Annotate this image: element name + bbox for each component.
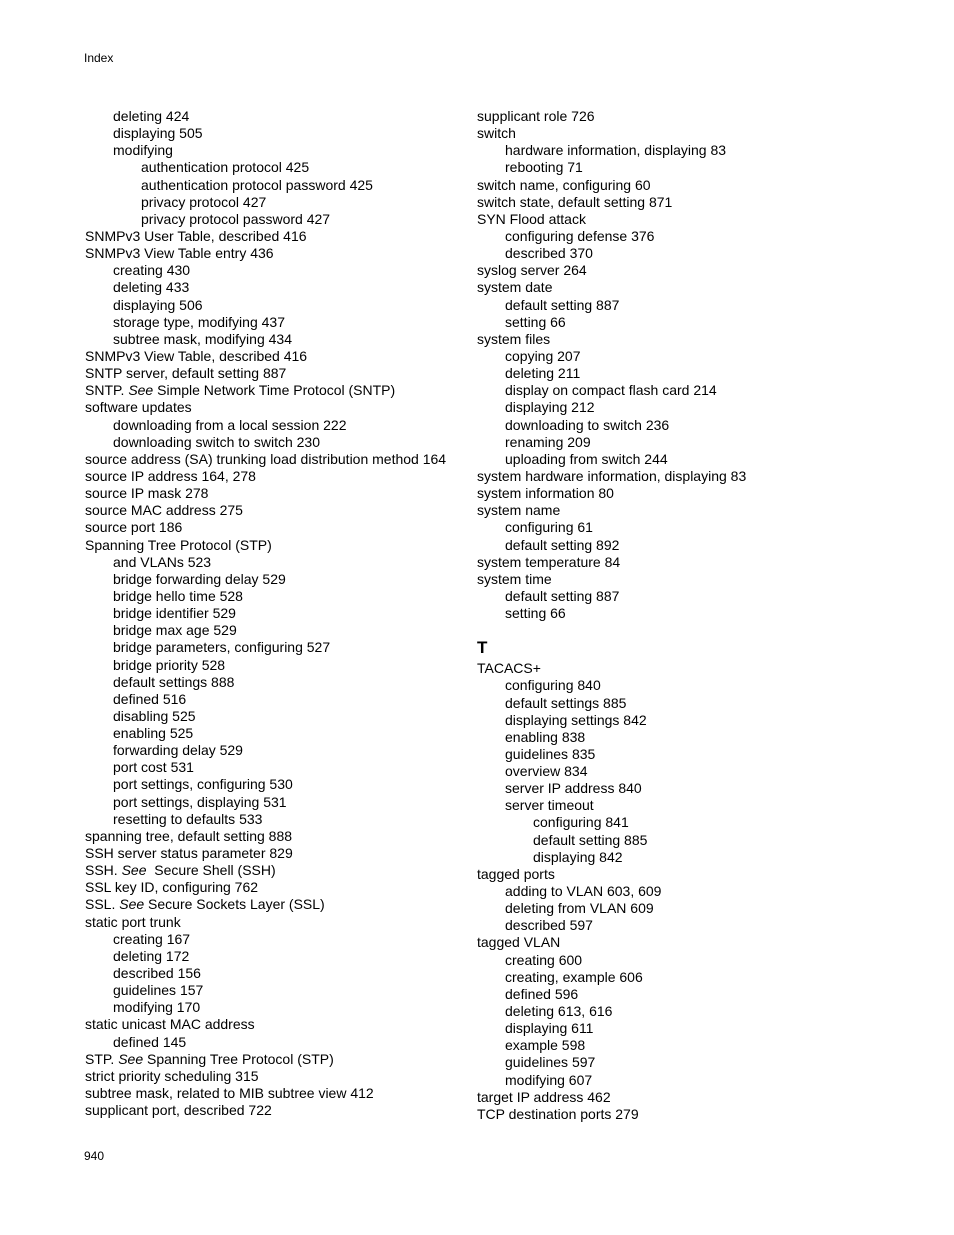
index-subentry: copying 207 bbox=[505, 347, 581, 364]
index-subentry: configuring 840 bbox=[505, 677, 601, 694]
index-entry: subtree mask, related to MIB subtree view 412 bbox=[85, 1085, 374, 1102]
index-subentry: and VLANs 523 bbox=[113, 553, 212, 570]
index-entry: SNMPv3 View Table entry 436 bbox=[85, 245, 274, 262]
index-subentry: bridge priority 528 bbox=[113, 656, 226, 673]
page-number: 940 bbox=[84, 1149, 105, 1163]
index-subentry: default setting 892 bbox=[505, 536, 620, 553]
index-subentry: port cost 531 bbox=[113, 759, 194, 776]
index-entry: syslog server 264 bbox=[477, 262, 587, 279]
index-entry: system name bbox=[477, 502, 561, 519]
index-subentry: modifying bbox=[113, 142, 173, 159]
index-entry bbox=[85, 862, 505, 879]
index-subentry: defined 516 bbox=[113, 690, 187, 707]
index-subentry: bridge identifier 529 bbox=[113, 605, 236, 622]
index-subentry: bridge forwarding delay 529 bbox=[113, 570, 286, 587]
index-entry: system temperature 84 bbox=[477, 553, 621, 570]
index-subentry: downloading switch to switch 230 bbox=[113, 433, 321, 450]
index-subentry: deleting from VLAN 609 bbox=[505, 900, 654, 917]
index-subentry: server timeout bbox=[505, 797, 594, 814]
index-entry: SSL key ID, configuring 762 bbox=[85, 879, 259, 896]
index-entry: switch bbox=[477, 125, 516, 142]
index-subentry: default settings 888 bbox=[113, 673, 235, 690]
entry-term: STP. bbox=[85, 1050, 119, 1067]
index-subentry: displaying 842 bbox=[533, 848, 623, 865]
index-subentry: configuring 61 bbox=[505, 519, 593, 536]
index-entry: SNMPv3 View Table, described 416 bbox=[85, 347, 308, 364]
index-subentry: modifying 607 bbox=[505, 1071, 593, 1088]
index-subentry: server IP address 840 bbox=[505, 780, 642, 797]
see-target: Simple Network Time Protocol (SNTP) bbox=[153, 382, 396, 399]
index-subentry: privacy protocol 427 bbox=[141, 193, 267, 210]
index-subentry: deleting 211 bbox=[505, 365, 581, 382]
index-subentry: example 598 bbox=[505, 1037, 586, 1054]
index-subentry: deleting 424 bbox=[113, 108, 190, 124]
index-subentry: default setting 887 bbox=[505, 296, 620, 313]
index-entry bbox=[85, 1051, 505, 1068]
index-subentry: configuring defense 376 bbox=[505, 227, 655, 244]
index-subentry: deleting 433 bbox=[113, 279, 190, 296]
index-entry: switch name, configuring 60 bbox=[477, 176, 651, 193]
index-entry: tagged ports bbox=[477, 865, 555, 882]
index-entry: SNTP server, default setting 887 bbox=[85, 365, 287, 382]
index-subentry: default setting 887 bbox=[505, 587, 620, 604]
index-subentry: bridge parameters, configuring 527 bbox=[113, 639, 331, 656]
index-subentry: downloading from a local session 222 bbox=[113, 416, 347, 433]
see-target: Secure Shell (SSH) bbox=[146, 862, 276, 879]
index-subentry: port settings, configuring 530 bbox=[113, 776, 293, 793]
index-entry: software updates bbox=[85, 399, 192, 416]
index-subentry: displaying settings 842 bbox=[505, 711, 647, 728]
index-entry: static unicast MAC address bbox=[85, 1016, 255, 1033]
index-entry: source port 186 bbox=[85, 519, 183, 536]
index-entry: system date bbox=[477, 279, 553, 296]
index-subentry: hardware information, displaying 83 bbox=[505, 142, 727, 159]
index-subentry: displaying 212 bbox=[505, 399, 595, 416]
index-subentry: displaying 506 bbox=[113, 296, 203, 313]
index-entry: SNMPv3 User Table, described 416 bbox=[85, 227, 307, 244]
entry-term: SSL. bbox=[85, 896, 120, 913]
see-target: Secure Sockets Layer (SSL) bbox=[144, 896, 325, 913]
index-subentry: setting 66 bbox=[505, 313, 566, 330]
index-entry: TACACS+ bbox=[477, 660, 541, 677]
index-subentry: bridge hello time 528 bbox=[113, 587, 243, 604]
index-subentry: configuring 841 bbox=[533, 814, 629, 831]
index-entry: system information 80 bbox=[477, 485, 614, 502]
index-subentry: port settings, displaying 531 bbox=[113, 793, 287, 810]
index-entry: system time bbox=[477, 570, 552, 587]
index-subentry: adding to VLAN 603, 609 bbox=[505, 883, 662, 900]
index-letter-heading: T bbox=[477, 638, 488, 658]
index-entry: tagged VLAN bbox=[477, 934, 561, 951]
index-entry: TCP destination ports 279 bbox=[477, 1105, 639, 1122]
index-column-left bbox=[85, 108, 505, 1119]
index-subentry: creating 167 bbox=[113, 930, 191, 947]
index-entry: static port trunk bbox=[85, 913, 181, 930]
page-header: Index bbox=[84, 51, 114, 65]
index-subentry: described 597 bbox=[505, 917, 593, 934]
index-entry: target IP address 462 bbox=[477, 1088, 611, 1105]
index-subentry: enabling 838 bbox=[505, 728, 586, 745]
index-entry: system files bbox=[477, 330, 551, 347]
index-subentry: disabling 525 bbox=[113, 707, 196, 724]
index-subentry: default setting 885 bbox=[533, 831, 648, 848]
index-subentry: modifying 170 bbox=[113, 999, 201, 1016]
index-subentry: default settings 885 bbox=[505, 694, 627, 711]
index-subentry: deleting 613, 616 bbox=[505, 1003, 613, 1020]
index-entry: SYN Flood attack bbox=[477, 210, 586, 227]
index-subentry: enabling 525 bbox=[113, 725, 194, 742]
see-reference: See bbox=[121, 862, 147, 879]
index-entry bbox=[85, 896, 505, 913]
see-reference: See bbox=[119, 896, 145, 913]
index-entry: supplicant port, described 722 bbox=[85, 1102, 272, 1119]
index-subentry: renaming 209 bbox=[505, 433, 591, 450]
index-entry: switch state, default setting 871 bbox=[477, 193, 673, 210]
index-subentry: displaying 611 bbox=[505, 1020, 594, 1037]
index-entry: supplicant role 726 bbox=[477, 108, 595, 124]
index-subentry: described 370 bbox=[505, 245, 593, 262]
index-subentry: creating 600 bbox=[505, 951, 583, 968]
index-subentry: authentication protocol 425 bbox=[141, 159, 310, 176]
index-column-right bbox=[477, 108, 897, 1123]
index-subentry: rebooting 71 bbox=[505, 159, 583, 176]
index-entry: system hardware information, displaying 83 bbox=[477, 467, 747, 484]
index-subentry: deleting 172 bbox=[113, 947, 190, 964]
index-subentry: guidelines 597 bbox=[505, 1054, 596, 1071]
index-subentry: defined 596 bbox=[505, 985, 579, 1002]
index-entry: source IP mask 278 bbox=[85, 485, 209, 502]
index-subentry: overview 834 bbox=[505, 763, 588, 780]
index-subentry: bridge max age 529 bbox=[113, 622, 237, 639]
index-subentry: authentication protocol password 425 bbox=[141, 176, 373, 193]
index-entry: source address (SA) trunking load distribution method 164 bbox=[85, 450, 447, 467]
index-subentry: uploading from switch 244 bbox=[505, 450, 668, 467]
index-subentry: resetting to defaults 533 bbox=[113, 810, 263, 827]
index-subentry: storage type, modifying 437 bbox=[113, 313, 285, 330]
see-reference: See bbox=[128, 382, 154, 399]
index-entry: strict priority scheduling 315 bbox=[85, 1067, 259, 1084]
index-subentry: described 156 bbox=[113, 965, 201, 982]
entry-term: SSH. bbox=[85, 862, 122, 879]
see-reference: See bbox=[118, 1050, 144, 1067]
index-subentry: creating 430 bbox=[113, 262, 191, 279]
index-subentry: forwarding delay 529 bbox=[113, 742, 243, 759]
index-entry: source MAC address 275 bbox=[85, 502, 243, 519]
index-subentry: guidelines 835 bbox=[505, 745, 596, 762]
index-entry: SSH server status parameter 829 bbox=[85, 845, 293, 862]
index-subentry: displaying 505 bbox=[113, 125, 203, 142]
index-subentry: defined 145 bbox=[113, 1033, 187, 1050]
index-subentry: downloading to switch 236 bbox=[505, 416, 670, 433]
index-subentry: creating, example 606 bbox=[505, 968, 643, 985]
index-entry: spanning tree, default setting 888 bbox=[85, 827, 293, 844]
index-subentry: setting 66 bbox=[505, 605, 566, 622]
index-subentry: guidelines 157 bbox=[113, 982, 204, 999]
entry-term: SNTP. bbox=[85, 382, 129, 399]
index-subentry: subtree mask, modifying 434 bbox=[113, 330, 292, 347]
index-entry bbox=[85, 382, 505, 399]
index-entry: source IP address 164, 278 bbox=[85, 467, 256, 484]
index-subentry: display on compact flash card 214 bbox=[505, 382, 717, 399]
index-entry: Spanning Tree Protocol (STP) bbox=[85, 536, 272, 553]
index-subentry: privacy protocol password 427 bbox=[141, 210, 331, 227]
see-target: Spanning Tree Protocol (STP) bbox=[143, 1050, 334, 1067]
